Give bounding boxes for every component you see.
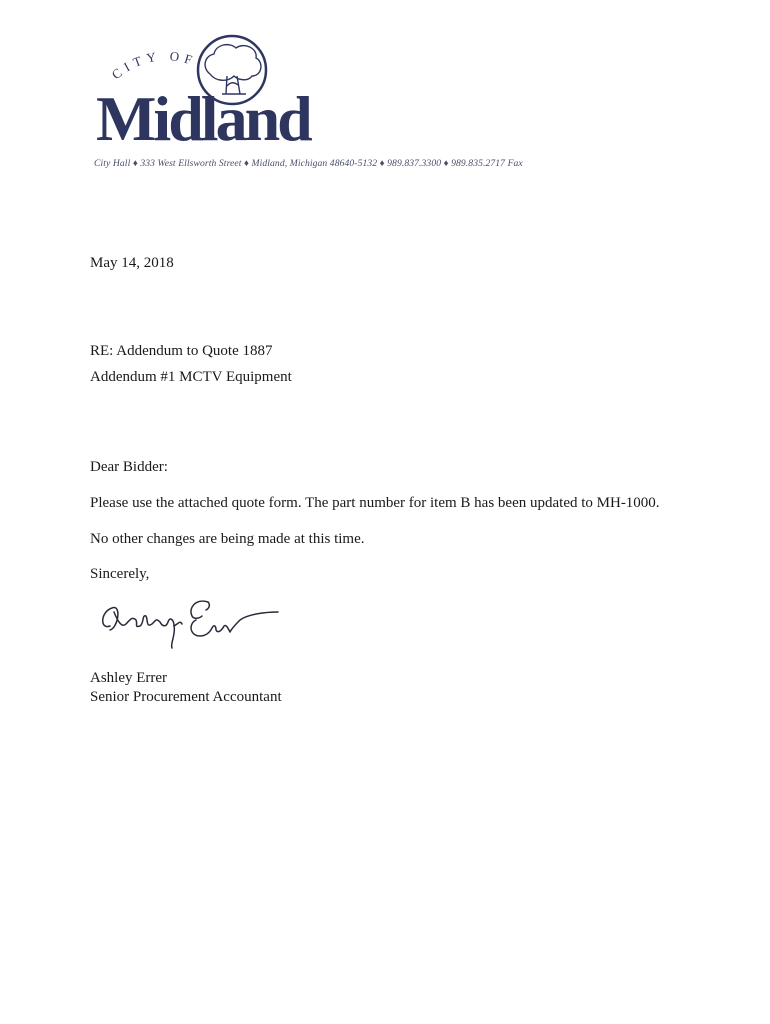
salutation: Dear Bidder: (90, 459, 168, 475)
body-paragraph: Please use the attached quote form. The part number for item B has been updated to MH-1000. (90, 495, 660, 511)
signer-title: Senior Procurement Accountant (90, 689, 282, 705)
signer-name: Ashley Errer (90, 670, 168, 686)
logo-arc-text: CITY OF (108, 48, 199, 83)
body-paragraph: No other changes are being made at this time. (90, 531, 365, 547)
handwritten-signature (96, 590, 286, 660)
city-logo (94, 30, 564, 160)
letter-date: May 14, 2018 (90, 255, 174, 271)
closing: Sincerely, (90, 566, 150, 582)
city-name-wordmark: Midland (96, 83, 310, 154)
subject-line: Addendum #1 MCTV Equipment (90, 369, 292, 385)
letterhead-address: City Hall ♦ 333 West Ellsworth Street ♦ Midland, Michigan 48640-5132 ♦ 989.837.3300 ♦ 989.835.2717 Fax (94, 158, 523, 169)
re-line: RE: Addendum to Quote 1887 (90, 343, 273, 359)
